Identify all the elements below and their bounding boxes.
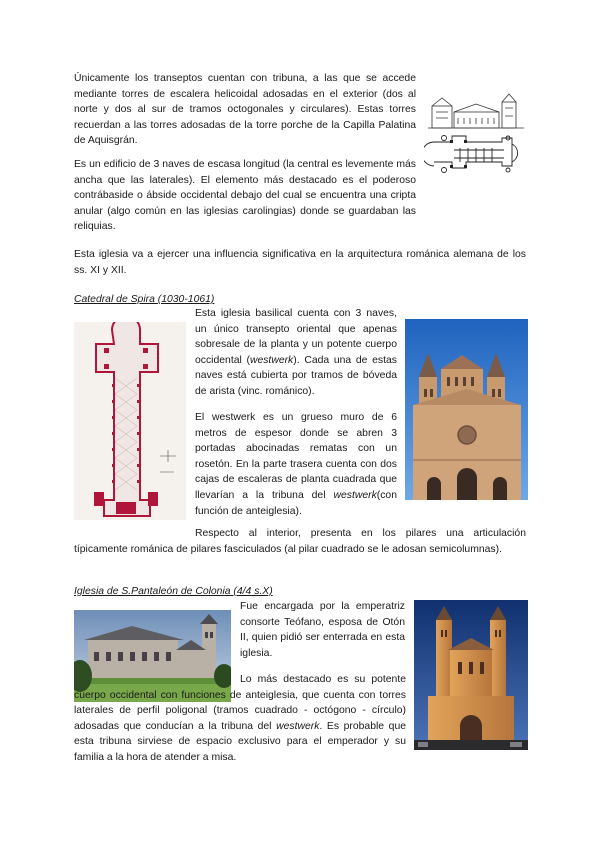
spira-p1-emphasis: westwerk <box>249 354 294 366</box>
intro-paragraph-2: Es un edificio de 3 naves de escasa longitud (la central es levemente más ancha que las laterales). El elemento más destacado es el poderoso contrábaside o ábside occidental debajo del cual se encuentra una cripta anular (algo común en las iglesias carolingias) donde se guardaban las reliquias. <box>74 159 416 233</box>
spira-paragraph-1 <box>195 306 397 400</box>
pantaleon-heading: Iglesia de S.Pantaleón de Colonia (4/4 s.X) <box>74 586 273 597</box>
spira-p2-emphasis: westwerk <box>333 489 377 501</box>
spira-paragraph-3: Respecto al interior, presenta en los pilares una articulación típicamente románica de pilares fasciculados (al pilar cuadrado se le adosan semicolumnas). <box>74 528 526 555</box>
pantaleon-westwork-photo <box>414 600 528 750</box>
pantaleon-paragraph-1: Fue encargada por la emperatriz consorte Teófano, esposa de Otón II, quien pidió ser enterrada en esta iglesia. <box>240 601 405 659</box>
spira-p1-text-a: Esta iglesia basilical cuenta con 3 naves, un único transepto oriental que apenas sobresale de la planta y un potente cuerpo occidental ( <box>195 308 397 366</box>
intro-paragraph-1: Únicamente los transeptos cuentan con tribuna, a las que se accede mediante torres de escalera helicoidal adosadas en el exterior (dos al norte y dos al sur de tramos octogonales y circulares). Estas torres recuerdan a las torres adosadas de la torre porche de la Capilla Palatina de Aquisgrán. <box>74 73 416 147</box>
spira-p2-text-a: El westwerk es un grueso muro de 6 metros de espesor donde se abren 3 portadas abocinadas rematas con un rosetón. En la parte trasera cuenta con dos cajas de escaleras de planta cuadrada que llevarían a la tribuna del <box>195 412 397 501</box>
pantaleon-p2-text-b: . Es probable que esta tribuna sirviese de espacio exclusivo para el emperador y su familia a la hora de atender a misa. <box>74 720 407 763</box>
spira-paragraph-2 <box>195 410 397 519</box>
spira-cathedral-photo <box>405 319 528 500</box>
spira-floor-plan <box>74 322 186 520</box>
spira-heading: Catedral de Spira (1030-1061) <box>74 294 215 305</box>
pantaleon-p2-text-a: Lo más destacado es su potente cuerpo occidental con funciones de anteiglesia, que cuenta con torres laterales de perfil poligonal (tramos cuadrado - octógono - círculo) adosadas que conducían a la tribuna del <box>74 674 406 732</box>
pantaleon-p2-emphasis: westwerk <box>276 720 320 732</box>
spira-p2-text-b: (con función de anteiglesia). <box>195 489 397 517</box>
pantaleon-paragraph-2 <box>74 672 406 766</box>
spira-p1-text-b: ). Cada una de estas naves está cubierta por tramos de bóveda de arista (vinc. románico). <box>195 354 397 397</box>
intro-paragraph-3: Esta iglesia va a ejercer una influencia significativa en la arquitectura románica alemana de los ss. XI y XII. <box>74 249 526 276</box>
church-elevation-and-plan-drawing <box>424 78 530 196</box>
